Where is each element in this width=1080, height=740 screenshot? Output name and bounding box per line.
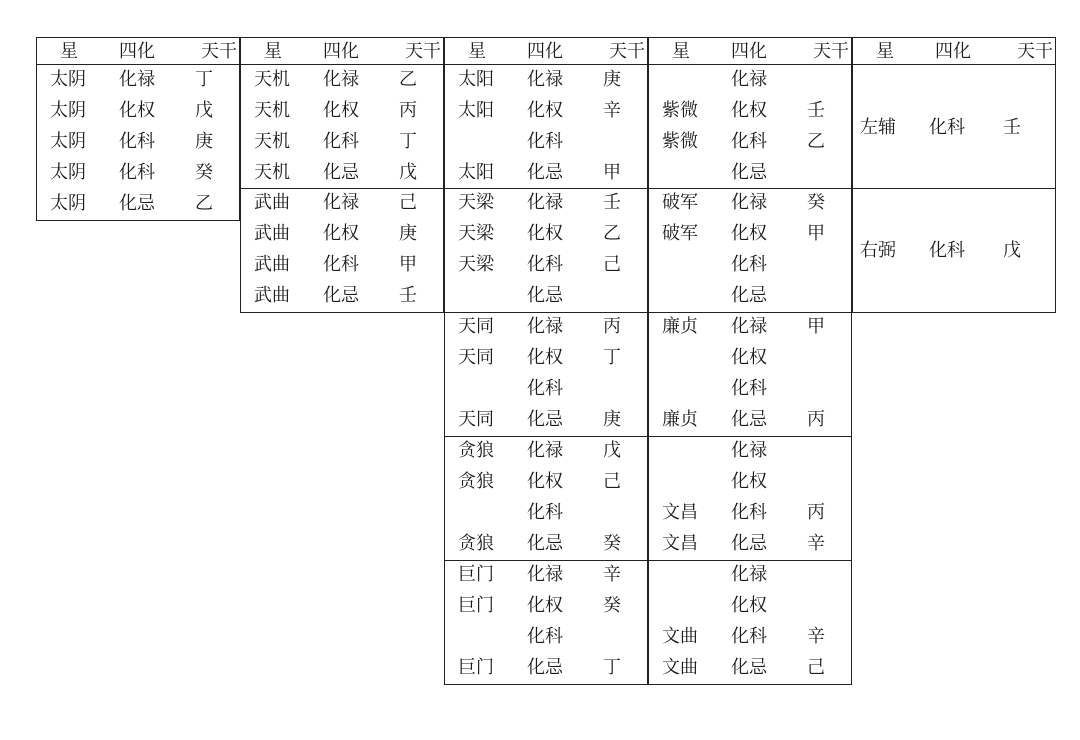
table-row — [241, 64, 443, 95]
cell-star: 天同 — [458, 347, 494, 368]
column-header-group — [648, 37, 852, 64]
cell-sihua: 化科 — [119, 131, 155, 152]
header-star: 星 — [264, 41, 282, 62]
header-star: 星 — [876, 41, 894, 62]
table-row — [241, 95, 443, 126]
column-header-group — [240, 37, 444, 64]
cell-sihua: 化权 — [323, 223, 359, 244]
cell-star: 巨门 — [458, 657, 494, 678]
cell-sihua: 化权 — [731, 595, 767, 616]
table-block — [648, 188, 852, 313]
table-block — [648, 312, 852, 437]
cell-tiangan: 乙 — [195, 193, 213, 214]
cell-tiangan: 己 — [399, 192, 417, 213]
cell-star: 紫微 — [662, 131, 698, 152]
cell-star: 太阴 — [50, 100, 86, 121]
cell-tiangan: 辛 — [807, 626, 825, 647]
cell-tiangan: 丁 — [195, 69, 213, 90]
table-row — [37, 126, 239, 157]
cell-sihua: 化忌 — [731, 409, 767, 430]
cell-star: 天机 — [254, 100, 290, 121]
table-row — [445, 435, 647, 466]
table-block — [444, 312, 648, 437]
cell-sihua: 化忌 — [731, 162, 767, 183]
header-sihua: 四化 — [731, 41, 767, 62]
cell-sihua: 化忌 — [731, 657, 767, 678]
cell-tiangan: 丙 — [807, 409, 825, 430]
cell-tiangan: 辛 — [603, 100, 621, 121]
cell-sihua: 化禄 — [731, 316, 767, 337]
cell-star: 太阴 — [50, 131, 86, 152]
cell-tiangan: 辛 — [807, 533, 825, 554]
cell-sihua: 化禄 — [731, 440, 767, 461]
cell-sihua: 化科 — [527, 502, 563, 523]
cell-sihua: 化科 — [731, 502, 767, 523]
cell-tiangan: 己 — [603, 471, 621, 492]
table-row — [445, 311, 647, 342]
table-block — [648, 436, 852, 561]
cell-sihua: 化权 — [731, 100, 767, 121]
cell-star: 紫微 — [662, 100, 698, 121]
table-row — [649, 373, 851, 404]
cell-star: 文曲 — [662, 657, 698, 678]
header-tiangan: 天干 — [1017, 41, 1053, 62]
table-row — [853, 112, 1055, 143]
cell-sihua: 化禄 — [527, 564, 563, 585]
cell-sihua: 化禄 — [527, 316, 563, 337]
cell-sihua: 化科 — [527, 131, 563, 152]
table-row — [649, 652, 851, 683]
cell-sihua: 化禄 — [731, 192, 767, 213]
cell-sihua: 化科 — [527, 626, 563, 647]
table-row — [649, 187, 851, 218]
table-block — [36, 64, 240, 221]
cell-sihua: 化权 — [731, 471, 767, 492]
table-row — [445, 497, 647, 528]
cell-sihua: 化禄 — [323, 192, 359, 213]
header-sihua: 四化 — [323, 41, 359, 62]
cell-tiangan: 戊 — [195, 100, 213, 121]
table-row — [853, 235, 1055, 266]
cell-tiangan: 丁 — [603, 347, 621, 368]
table-row — [649, 95, 851, 126]
table-block — [852, 64, 1056, 189]
cell-tiangan: 甲 — [807, 316, 825, 337]
cell-tiangan: 辛 — [603, 564, 621, 585]
cell-star: 天机 — [254, 69, 290, 90]
cell-tiangan: 癸 — [603, 595, 621, 616]
table-row — [445, 249, 647, 280]
cell-tiangan: 甲 — [807, 223, 825, 244]
table-row — [649, 64, 851, 95]
table-row — [445, 528, 647, 559]
cell-sihua: 化禄 — [527, 440, 563, 461]
cell-star: 文昌 — [662, 502, 698, 523]
header-star: 星 — [60, 41, 78, 62]
table-row — [649, 249, 851, 280]
cell-sihua: 化权 — [527, 595, 563, 616]
table-row — [649, 311, 851, 342]
cell-sihua: 化忌 — [527, 162, 563, 183]
header-star: 星 — [468, 41, 486, 62]
cell-tiangan: 丙 — [603, 316, 621, 337]
cell-star: 太阴 — [50, 69, 86, 90]
cell-tiangan: 壬 — [399, 285, 417, 306]
cell-tiangan: 丁 — [603, 657, 621, 678]
table-block — [240, 64, 444, 189]
cell-tiangan: 庚 — [603, 69, 621, 90]
table-row — [37, 95, 239, 126]
table-row — [649, 466, 851, 497]
cell-star: 太阴 — [50, 162, 86, 183]
cell-sihua: 化忌 — [323, 162, 359, 183]
cell-sihua: 化禄 — [119, 69, 155, 90]
cell-sihua: 化科 — [929, 239, 965, 261]
table-row — [649, 435, 851, 466]
table-block — [444, 188, 648, 313]
cell-star: 太阳 — [458, 162, 494, 183]
table-row — [241, 249, 443, 280]
cell-star: 武曲 — [254, 192, 290, 213]
cell-sihua: 化禄 — [323, 69, 359, 90]
table-row — [649, 404, 851, 435]
table-row — [445, 466, 647, 497]
cell-tiangan: 庚 — [603, 409, 621, 430]
cell-star: 天梁 — [458, 192, 494, 213]
cell-sihua: 化科 — [731, 626, 767, 647]
table-block — [648, 560, 852, 685]
header-sihua: 四化 — [119, 41, 155, 62]
cell-star: 文曲 — [662, 626, 698, 647]
table-block — [648, 64, 852, 189]
cell-star: 廉贞 — [662, 409, 698, 430]
cell-tiangan: 癸 — [807, 192, 825, 213]
header-tiangan: 天干 — [813, 41, 849, 62]
cell-sihua: 化忌 — [323, 285, 359, 306]
cell-star: 右弼 — [860, 239, 896, 261]
cell-tiangan: 庚 — [399, 223, 417, 244]
cell-sihua: 化科 — [527, 254, 563, 275]
table-block — [240, 188, 444, 313]
cell-sihua: 化科 — [323, 131, 359, 152]
table-row — [649, 497, 851, 528]
cell-tiangan: 壬 — [807, 100, 825, 121]
cell-sihua: 化权 — [731, 347, 767, 368]
table-row — [649, 528, 851, 559]
cell-star: 太阳 — [458, 100, 494, 121]
cell-sihua: 化科 — [731, 254, 767, 275]
cell-sihua: 化科 — [527, 378, 563, 399]
cell-tiangan: 丁 — [399, 131, 417, 152]
header-tiangan: 天干 — [201, 41, 237, 62]
table-row — [445, 157, 647, 188]
column-header-group — [444, 37, 648, 64]
table-row — [445, 95, 647, 126]
cell-sihua: 化权 — [527, 347, 563, 368]
cell-star: 太阴 — [50, 193, 86, 214]
cell-sihua: 化权 — [527, 100, 563, 121]
cell-sihua: 化忌 — [731, 533, 767, 554]
cell-sihua: 化科 — [731, 131, 767, 152]
table-row — [37, 157, 239, 188]
table-row — [445, 404, 647, 435]
cell-star: 天梁 — [458, 223, 494, 244]
cell-star: 廉贞 — [662, 316, 698, 337]
table-row — [445, 218, 647, 249]
cell-sihua: 化忌 — [527, 657, 563, 678]
table-block — [444, 560, 648, 685]
cell-star: 天机 — [254, 131, 290, 152]
cell-star: 文昌 — [662, 533, 698, 554]
cell-sihua: 化权 — [119, 100, 155, 121]
cell-sihua: 化权 — [731, 223, 767, 244]
table-row — [445, 187, 647, 218]
cell-star: 巨门 — [458, 564, 494, 585]
cell-sihua: 化忌 — [119, 193, 155, 214]
cell-star: 天同 — [458, 409, 494, 430]
table-row — [649, 590, 851, 621]
table-block — [444, 64, 648, 189]
cell-tiangan: 戊 — [399, 162, 417, 183]
table-row — [241, 218, 443, 249]
table-row — [445, 373, 647, 404]
table-row — [649, 126, 851, 157]
cell-tiangan: 丙 — [807, 502, 825, 523]
cell-star: 天同 — [458, 316, 494, 337]
cell-sihua: 化禄 — [527, 192, 563, 213]
column-header-group — [36, 37, 240, 64]
table-row — [241, 280, 443, 311]
cell-tiangan: 庚 — [195, 131, 213, 152]
cell-sihua: 化忌 — [527, 533, 563, 554]
table-row — [445, 126, 647, 157]
cell-star: 天机 — [254, 162, 290, 183]
cell-sihua: 化权 — [323, 100, 359, 121]
table-row — [445, 342, 647, 373]
cell-star: 破军 — [662, 223, 698, 244]
cell-star: 天梁 — [458, 254, 494, 275]
header-tiangan: 天干 — [405, 41, 441, 62]
cell-sihua: 化忌 — [527, 285, 563, 306]
cell-sihua: 化权 — [527, 223, 563, 244]
cell-tiangan: 癸 — [603, 533, 621, 554]
cell-sihua: 化禄 — [527, 69, 563, 90]
cell-sihua: 化禄 — [731, 69, 767, 90]
table-row — [445, 652, 647, 683]
table-block — [852, 188, 1056, 313]
table-row — [241, 126, 443, 157]
cell-tiangan: 丙 — [399, 100, 417, 121]
cell-star: 左辅 — [860, 116, 896, 138]
table-row — [649, 157, 851, 188]
table-row — [445, 64, 647, 95]
table-row — [37, 188, 239, 219]
cell-sihua: 化忌 — [527, 409, 563, 430]
table-row — [241, 187, 443, 218]
cell-sihua: 化禄 — [731, 564, 767, 585]
header-sihua: 四化 — [527, 41, 563, 62]
cell-star: 贪狼 — [458, 471, 494, 492]
cell-star: 太阳 — [458, 69, 494, 90]
cell-star: 贪狼 — [458, 533, 494, 554]
cell-tiangan: 乙 — [399, 69, 417, 90]
cell-star: 巨门 — [458, 595, 494, 616]
header-sihua: 四化 — [935, 41, 971, 62]
cell-sihua: 化权 — [527, 471, 563, 492]
table-row — [445, 590, 647, 621]
cell-sihua: 化科 — [119, 162, 155, 183]
cell-tiangan: 乙 — [807, 131, 825, 152]
table-row — [649, 559, 851, 590]
column-header-group — [852, 37, 1056, 64]
cell-tiangan: 癸 — [195, 162, 213, 183]
cell-sihua: 化科 — [731, 378, 767, 399]
cell-sihua: 化忌 — [731, 285, 767, 306]
table-row — [649, 342, 851, 373]
cell-star: 武曲 — [254, 285, 290, 306]
table-row — [649, 218, 851, 249]
cell-sihua: 化科 — [323, 254, 359, 275]
table-row — [445, 621, 647, 652]
cell-tiangan: 甲 — [603, 162, 621, 183]
table-row — [445, 280, 647, 311]
table-row — [649, 621, 851, 652]
cell-tiangan: 甲 — [399, 254, 417, 275]
cell-tiangan: 戊 — [603, 440, 621, 461]
cell-star: 武曲 — [254, 223, 290, 244]
header-star: 星 — [672, 41, 690, 62]
table-row — [241, 157, 443, 188]
table-row — [445, 559, 647, 590]
cell-tiangan: 戊 — [1003, 239, 1021, 261]
table-row — [649, 280, 851, 311]
cell-tiangan: 己 — [603, 254, 621, 275]
cell-tiangan: 己 — [807, 657, 825, 678]
cell-tiangan: 乙 — [603, 223, 621, 244]
table-block — [444, 436, 648, 561]
cell-sihua: 化科 — [929, 116, 965, 138]
cell-star: 破军 — [662, 192, 698, 213]
cell-star: 武曲 — [254, 254, 290, 275]
cell-tiangan: 壬 — [603, 192, 621, 213]
table-row — [37, 64, 239, 95]
header-tiangan: 天干 — [609, 41, 645, 62]
cell-tiangan: 壬 — [1003, 116, 1021, 138]
cell-star: 贪狼 — [458, 440, 494, 461]
